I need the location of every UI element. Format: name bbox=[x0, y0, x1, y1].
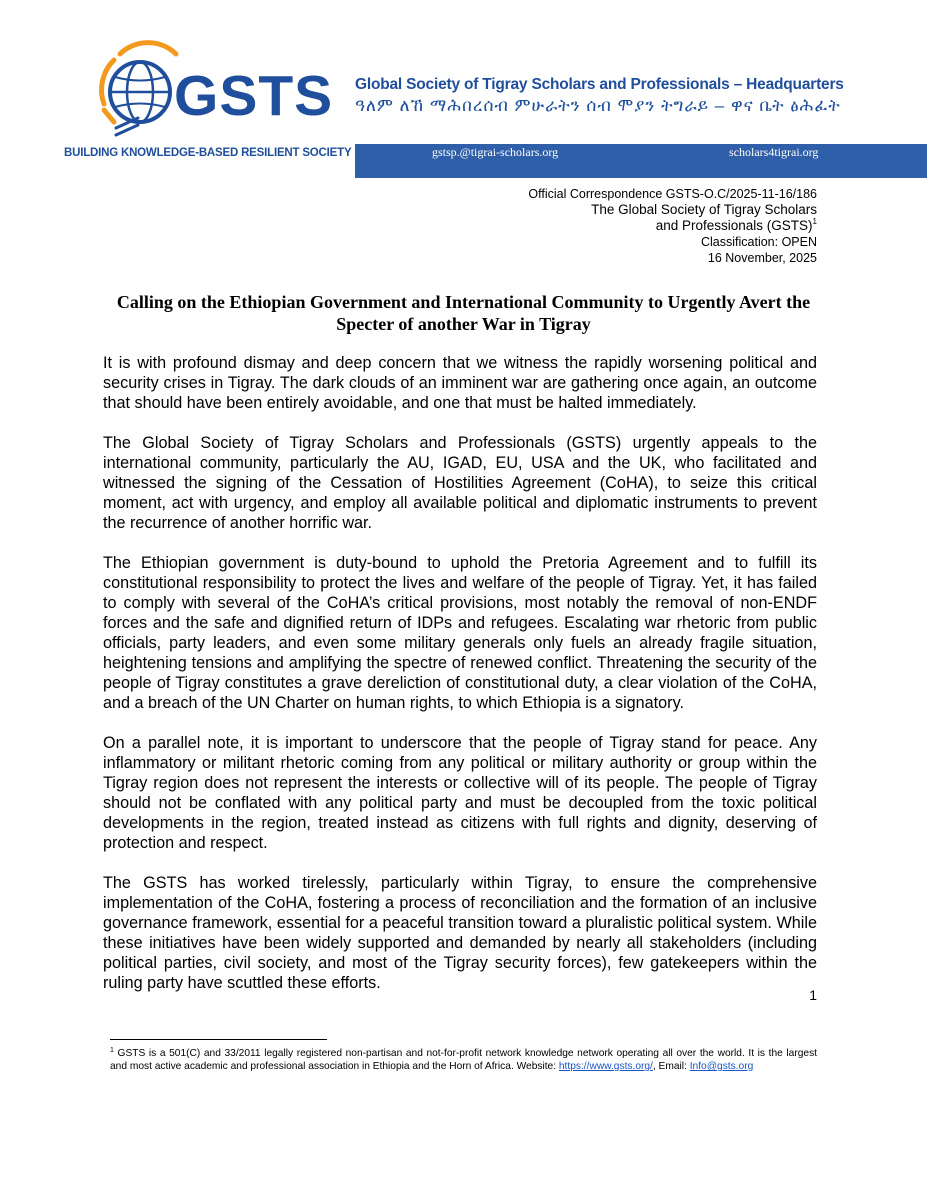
paragraph: It is with profound dismay and deep concern that we witness the rapidly worsening political and security crises in Tigray. The dark clouds of an imminent war are gathering once again, an outcome that should have been entirely avoidable, and one that must be halted immediately. bbox=[103, 354, 817, 412]
org-name-tigrinya: ዓለም ለኸ ማሕበረሰብ ምሁራትን ሰብ ሞያን ትግራይ – ዋና ቤት ፅሕፈት bbox=[355, 96, 841, 115]
footnote-number: 1 bbox=[110, 1047, 114, 1054]
page-number: 1 bbox=[809, 987, 817, 1003]
recipient-line-1: The Global Society of Tigray Scholars bbox=[591, 202, 817, 217]
correspondence-reference: Official Correspondence GSTS-O.C/2025-11-16/186 bbox=[528, 187, 817, 201]
org-name-english: Global Society of Tigray Scholars and Professionals – Headquarters bbox=[355, 76, 844, 93]
footnote bbox=[110, 1047, 817, 1073]
footnote-email-label: , Email: bbox=[652, 1061, 687, 1072]
recipient-line-2 bbox=[528, 218, 817, 234]
contact-email-primary[interactable]: gstsp.@tigrai-scholars.org bbox=[432, 145, 559, 159]
paragraph: On a parallel note, it is important to underscore that the people of Tigray stand for peace. Any inflammatory or militant rhetoric coming from any political or military authority or group within the Tigray region does not represent the interests or collective will of its people. The people of Tigray should not be conflated with any political party and must be decoupled from the toxic political developments in the region, treated instead as citizens with full rights and dignity, deserving of protection and respect. bbox=[103, 734, 817, 852]
classification: Classification: OPEN bbox=[700, 235, 817, 249]
logo-wordmark: GSTS bbox=[174, 64, 334, 128]
paragraph: The GSTS has worked tirelessly, particularly within Tigray, to ensure the comprehensive implementation of the CoHA, fostering a process of reconciliation and the formation of an inclusive governance framework, essential for a peaceful transition toward a pluralistic political system. While these initiatives have been widely supported and demanded by nearly all stakeholders (including political parties, civil society, and most of the Tigray security forces), few gatekeepers within the ruling party have scuttled these efforts. bbox=[103, 874, 817, 992]
tagline: BUILDING KNOWLEDGE-BASED RESILIENT SOCIETY bbox=[64, 147, 352, 159]
letter-title: Calling on the Ethiopian Government and International Community to Urgently Avert the Specter of another War in Tigray bbox=[116, 292, 811, 334]
footnote-text: GSTS is a 501(C) and 33/2011 legally registered non-partisan and not-for-profit network knowledge network operating all over the world. It is the largest and most active academic and professional association in Ethiopia and the Horn of Africa. Website: bbox=[110, 1048, 817, 1072]
paragraph: The Global Society of Tigray Scholars and Professionals (GSTS) urgently appeals to the international community, particularly the AU, IGAD, EU, USA and the UK, who facilitated and witnessed the signing of the Cessation of Hostilities Agreement (CoHA), to seize this critical moment, act with urgency, and employ all available political and diplomatic instruments to prevent the recurrence of another horrific war. bbox=[103, 434, 817, 532]
footnote-website-link[interactable]: https://www.gsts.org/ bbox=[558, 1061, 653, 1072]
footnote-email-link[interactable]: Info@gsts.org bbox=[689, 1061, 754, 1072]
letter-date: 16 November, 2025 bbox=[707, 251, 817, 265]
letter-body bbox=[103, 353, 817, 1013]
gsts-logo bbox=[90, 40, 334, 145]
contact-website[interactable]: scholars4tigrai.org bbox=[729, 145, 819, 159]
footnote-divider bbox=[110, 1039, 327, 1040]
footnote-marker: 1 bbox=[812, 217, 817, 226]
correspondence-meta bbox=[528, 186, 817, 266]
paragraph: The Ethiopian government is duty-bound to uphold the Pretoria Agreement and to fulfill its constitutional responsibility to protect the lives and welfare of the people of Tigray. Yet, it has failed to comply with several of the CoHA’s critical provisions, most notably the removal of non-ENDF forces and the safe and dignified return of IDPs and refugees. Escalating war rhetoric from public officials, party leaders, and even some military generals only fuels an already fragile situation, heightening tensions and amplifying the spectre of renewed conflict. Threatening the security of the people of Tigray constitutes a grave dereliction of constitutional duty, a clear violation of the CoHA, and a breach of the UN Charter on human rights, to which Ethiopia is a signatory. bbox=[103, 554, 817, 712]
recipient-line-2-text: and Professionals (GSTS) bbox=[655, 218, 813, 233]
